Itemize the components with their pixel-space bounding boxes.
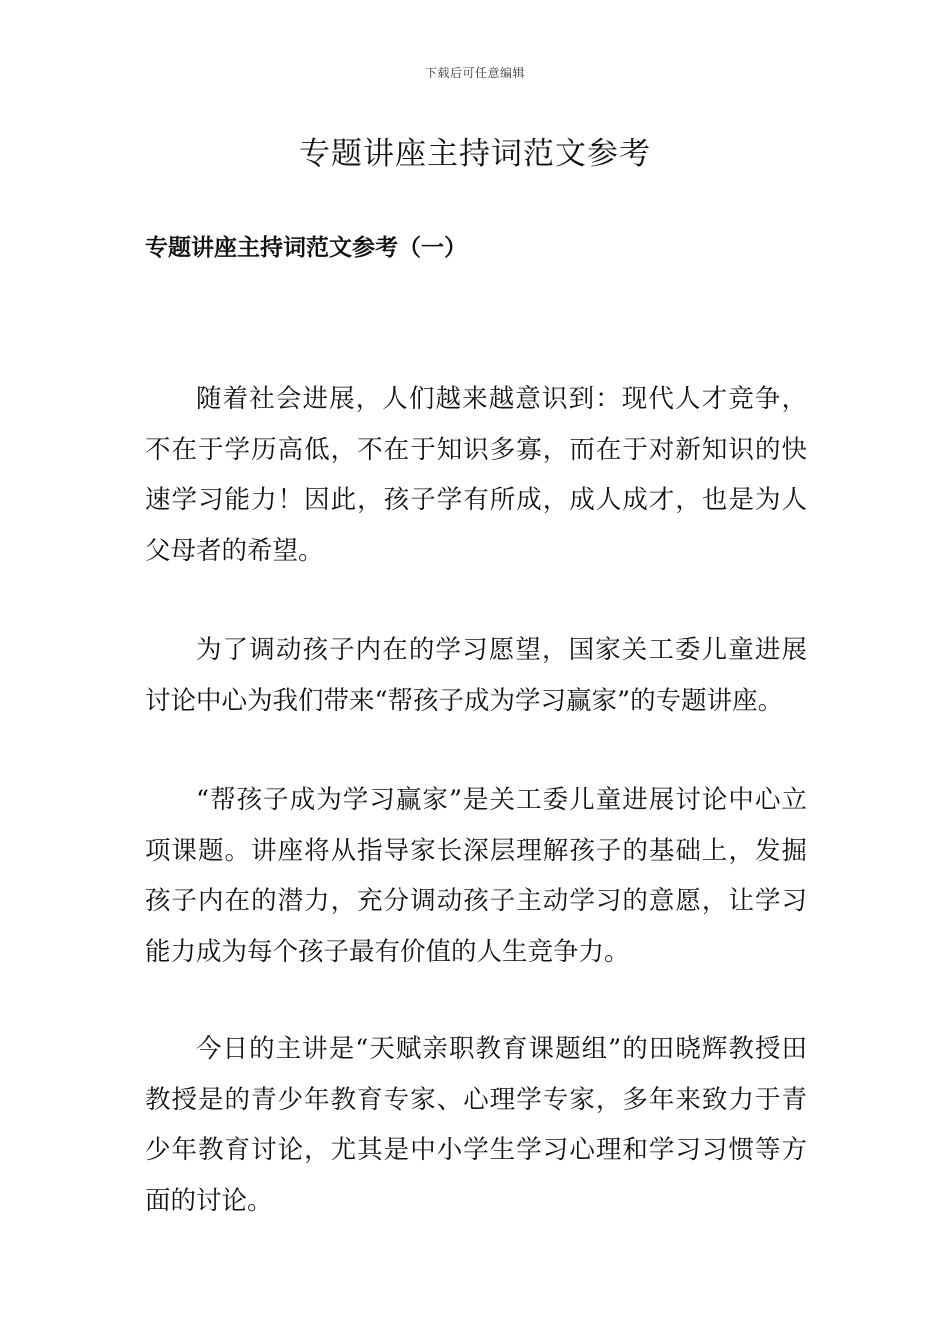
paragraph-1: 随着社会进展，人们越来越意识到：现代人才竞争，不在于学历高低，不在于知识多寡，而在于对新知识的快速学习能力！因此，孩子学有所成，成人成才，也是为人父母者的希望。	[145, 384, 807, 567]
paragraph-3: “帮孩子成为学习赢家”是关工委儿童进展讨论中心立项课题。讲座将从指导家长深层理解孩子的基础上，发掘孩子内在的潜力，充分调动孩子主动学习的意愿，让学习能力成为每个孩子最有价值的人生竞争力。	[145, 785, 807, 968]
document-title: 专题讲座主持词范文参考	[299, 136, 651, 172]
paragraph-2: 为了调动孩子内在的学习愿望，国家关工委儿童进展讨论中心为我们带来“帮孩子成为学习赢家”的专题讲座。	[145, 635, 807, 716]
section-heading: 专题讲座主持词范文参考（一）	[145, 234, 467, 261]
header-note: 下载后可任意编辑	[424, 66, 525, 80]
paragraph-4: 今日的主讲是“天赋亲职教育课题组”的田晓辉教授田教授是的青少年教育专家、心理学专家，多年来致力于青少年教育讨论，尤其是中小学生学习心理和学习习惯等方面的讨论。	[145, 1034, 807, 1217]
